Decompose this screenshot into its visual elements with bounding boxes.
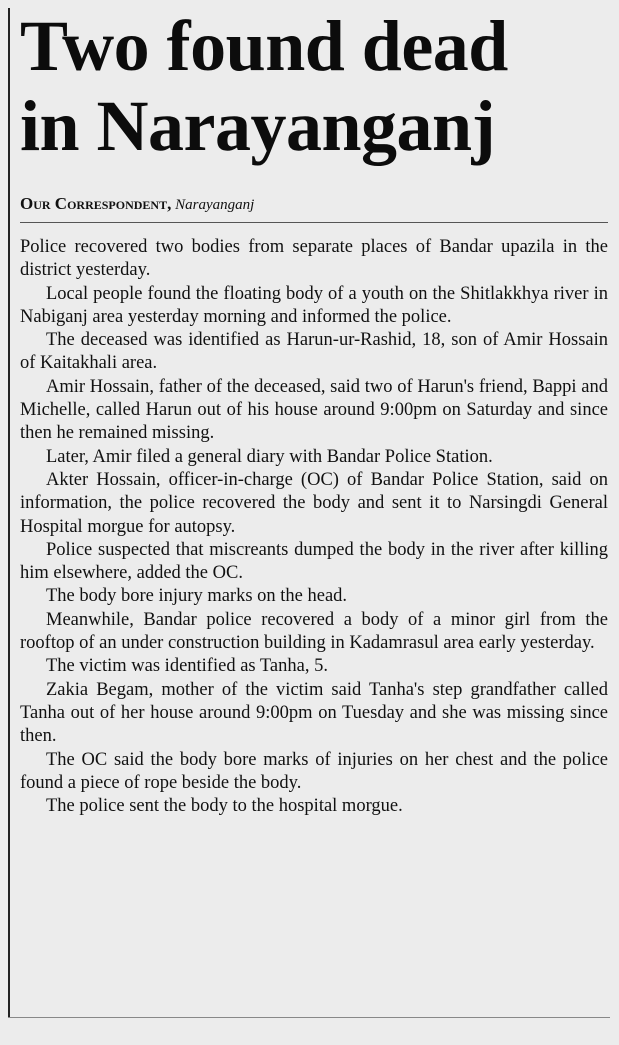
byline-correspondent: Our Correspondent, bbox=[20, 194, 172, 213]
paragraph: Local people found the floating body of a youth on the Shitlakkhya river in Nabiganj area yesterday morning and informed the police. bbox=[20, 283, 608, 327]
paragraph: The deceased was identified as Harun-ur-Rashid, 18, son of Amir Hossain of Kaitakhali area. bbox=[20, 330, 608, 374]
paragraph: Police suspected that miscreants dumped the body in the river after killing him elsewhere, added the OC. bbox=[20, 539, 608, 584]
paragraph: Zakia Begam, mother of the victim said Tanha's step grandfather called Tanha out of her house around 9:00pm on Tuesday and she was missing since then. bbox=[20, 679, 608, 747]
paragraph: Later, Amir filed a general diary with Bandar Police Station. bbox=[46, 446, 493, 467]
byline-place: Narayanganj bbox=[175, 197, 255, 213]
paragraph: The police sent the body to the hospital morgue. bbox=[46, 796, 403, 817]
byline-divider bbox=[20, 222, 608, 223]
paragraph: Amir Hossain, father of the deceased, said two of Harun's friend, Bappi and Michelle, called Harun out of his house around 9:00pm on Saturday and since then he remained missing. bbox=[20, 376, 608, 444]
paragraph: The victim was identified as Tanha, 5. bbox=[46, 656, 328, 677]
paragraph: Meanwhile, Bandar police recovered a body of a minor girl from the rooftop of an under construction building in Kadamrasul area early yesterday. bbox=[20, 609, 608, 654]
headline bbox=[20, 6, 615, 166]
headline-line-1: Two found dead bbox=[20, 6, 508, 86]
paragraph: The OC said the body bore marks of injuries on her chest and the police found a piece of rope beside the body. bbox=[20, 749, 608, 793]
paragraph: The body bore injury marks on the head. bbox=[46, 586, 348, 607]
bottom-rule bbox=[8, 1017, 610, 1018]
byline bbox=[20, 194, 610, 215]
paragraph: Police recovered two bodies from separate places of Bandar upazila in the district yesterday. bbox=[20, 237, 608, 281]
article-body bbox=[20, 236, 608, 818]
paragraph: Akter Hossain, officer-in-charge (OC) of Bandar Police Station, said on information, the police recovered the body and sent it to Narsingdi General Hospital morgue for autopsy. bbox=[20, 469, 608, 537]
left-column-rule bbox=[8, 8, 10, 1018]
headline-line-2: in Narayanganj bbox=[20, 86, 496, 166]
